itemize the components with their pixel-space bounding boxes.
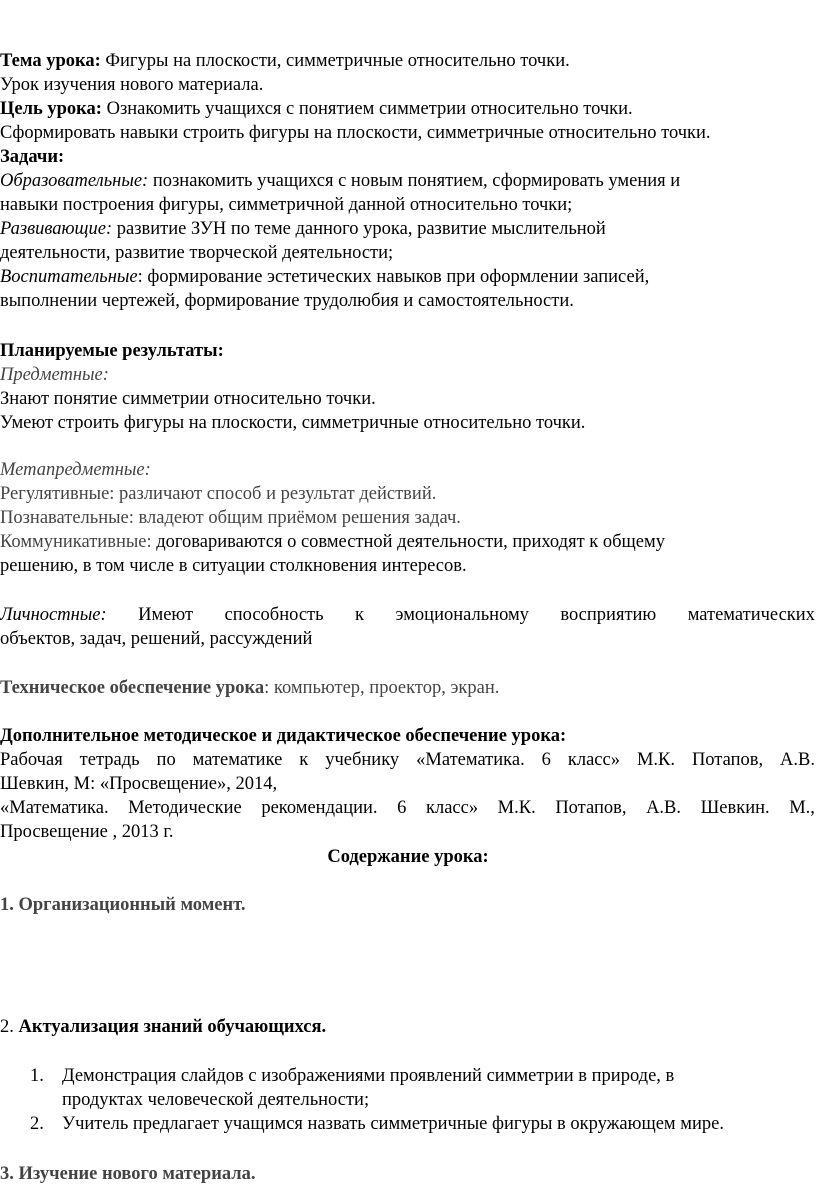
ref-word: Потапов, xyxy=(691,750,764,770)
topic-text: Фигуры на плоскости, симметричные относительно точки. xyxy=(100,51,570,71)
results-meta-regulative: Регулятивные: различают способ и результат действий. xyxy=(0,484,437,504)
ref-word: 6 xyxy=(541,750,551,770)
goal-line-2: Сформировать навыки строить фигуры на плоскости, симметричные относительно точки. xyxy=(0,123,711,143)
ref-word: 6 xyxy=(397,798,407,818)
goal-text: Ознакомить учащихся с понятием симметрии относительно точки. xyxy=(101,99,633,119)
ref-word: класс» xyxy=(425,798,479,818)
results-meta-communicative-2: решению, в том числе в ситуации столкновения интересов. xyxy=(0,556,467,576)
goal-label: Цель урока: xyxy=(0,99,102,119)
personal-word: способность xyxy=(224,605,324,625)
section-2-heading xyxy=(0,1015,326,1039)
extra-ref-1 xyxy=(0,748,815,772)
tasks-edu-line xyxy=(0,169,680,193)
results-personal-line-2: объектов, задач, решений, рассуждений xyxy=(0,629,313,649)
list-item-2-line-1: Учитель предлагает учащимся назвать симметричные фигуры в окружающем мире. xyxy=(62,1114,724,1134)
ref-word: Шевкин. xyxy=(700,798,770,818)
ref-word: А.В. xyxy=(780,750,815,770)
list-item-1-line-2: продуктах человеческой деятельности; xyxy=(62,1090,370,1110)
goal-line xyxy=(0,97,633,121)
ref-word: А.В. xyxy=(646,798,682,818)
results-subject-label: Предметные: xyxy=(0,365,109,385)
tech-text: : компьютер, проектор, экран. xyxy=(264,678,500,698)
results-subject-1: Знают понятие симметрии относительно точки. xyxy=(0,389,376,409)
tasks-edu-line-2: навыки построения фигуры, симметричной данной относительно точки; xyxy=(0,195,573,215)
results-meta-com-label: Коммуникативные: xyxy=(0,532,152,552)
personal-word: Имеют xyxy=(138,605,194,625)
ref-word: М.К. xyxy=(497,798,536,818)
personal-word: эмоциональному xyxy=(395,605,529,625)
results-meta-cognitive: Познавательные: владеют общим приёмом решения задач. xyxy=(0,508,461,528)
tasks-label: Задачи: xyxy=(0,147,65,167)
results-personal-label: Личностные: xyxy=(0,605,107,625)
tasks-upb-text: : формирование эстетических навыков при оформлении записей, xyxy=(137,267,650,287)
ref-word: к xyxy=(299,750,309,770)
list-item-1-line-1: Демонстрация слайдов с изображениями проявлений симметрии в природе, в xyxy=(62,1066,675,1086)
extra-title: Дополнительное методическое и дидактическое обеспечение урока: xyxy=(0,726,567,746)
list-item-number: 2. xyxy=(30,1114,44,1134)
list-item-number: 1. xyxy=(30,1066,44,1086)
ref-word: «Математика. xyxy=(416,750,525,770)
tasks-dev-line xyxy=(0,217,606,241)
ref-word: учебнику xyxy=(325,750,400,770)
extra-ref-2 xyxy=(0,796,815,820)
ref-word: класс» xyxy=(567,750,620,770)
results-personal-line xyxy=(0,603,815,627)
tasks-upb-line-2: выполнении чертежей, формирование трудолюбия и самостоятельности. xyxy=(0,291,574,311)
tasks-edu-text: познакомить учащихся с новым понятием, сформировать умения и xyxy=(148,171,681,191)
tasks-upb-line xyxy=(0,265,649,289)
extra-ref-2-line-2: Просвещение , 2013 г. xyxy=(0,822,174,842)
tasks-dev-label: Развивающие: xyxy=(0,219,113,239)
results-meta-com-text: договариваются о совместной деятельности, приходят к общему xyxy=(151,532,665,552)
ref-word: Потапов, xyxy=(555,798,627,818)
ref-word: математике xyxy=(192,750,283,770)
ref-word: Методические xyxy=(128,798,242,818)
ref-word: по xyxy=(156,750,176,770)
topic-label: Тема урока: xyxy=(0,51,101,71)
lesson-type: Урок изучения нового материала. xyxy=(0,75,264,95)
tasks-upb-label: Воспитательные xyxy=(0,267,138,287)
section-2-title: Актуализация знаний обучающихся. xyxy=(18,1017,327,1037)
tech-label: Техническое обеспечение урока xyxy=(0,678,265,698)
ref-word: Рабочая xyxy=(0,750,63,770)
extra-ref-1-line-2: Шевкин, М: «Просвещение», 2014, xyxy=(0,774,278,794)
tasks-dev-text: развитие ЗУН по теме данного урока, развитие мыслительной xyxy=(112,219,606,239)
personal-word: восприятию xyxy=(560,605,657,625)
tasks-dev-line-2: деятельности, развитие творческой деятельности; xyxy=(0,243,394,263)
topic-line xyxy=(0,49,570,73)
results-title: Планируемые результаты: xyxy=(0,341,224,361)
content-title: Содержание урока: xyxy=(327,847,489,867)
tech-line xyxy=(0,676,499,700)
results-meta-communicative xyxy=(0,530,665,554)
ref-word: тетрадь xyxy=(79,750,140,770)
ref-word: рекомендации. xyxy=(261,798,378,818)
results-meta-label: Метапредметные: xyxy=(0,460,151,480)
ref-word: М., xyxy=(789,798,815,818)
section-1-heading: 1. Организационный момент. xyxy=(0,895,246,915)
personal-word: к xyxy=(355,605,364,625)
tasks-edu-label: Образовательные: xyxy=(0,171,149,191)
results-subject-2: Умеют строить фигуры на плоскости, симметричные относительно точки. xyxy=(0,413,586,433)
personal-word: математических xyxy=(687,605,815,625)
ref-word: М.К. xyxy=(636,750,675,770)
section-2-number: 2. xyxy=(0,1017,19,1037)
ref-word: «Математика. xyxy=(0,798,109,818)
section-3-heading: 3. Изучение нового материала. xyxy=(0,1164,256,1184)
